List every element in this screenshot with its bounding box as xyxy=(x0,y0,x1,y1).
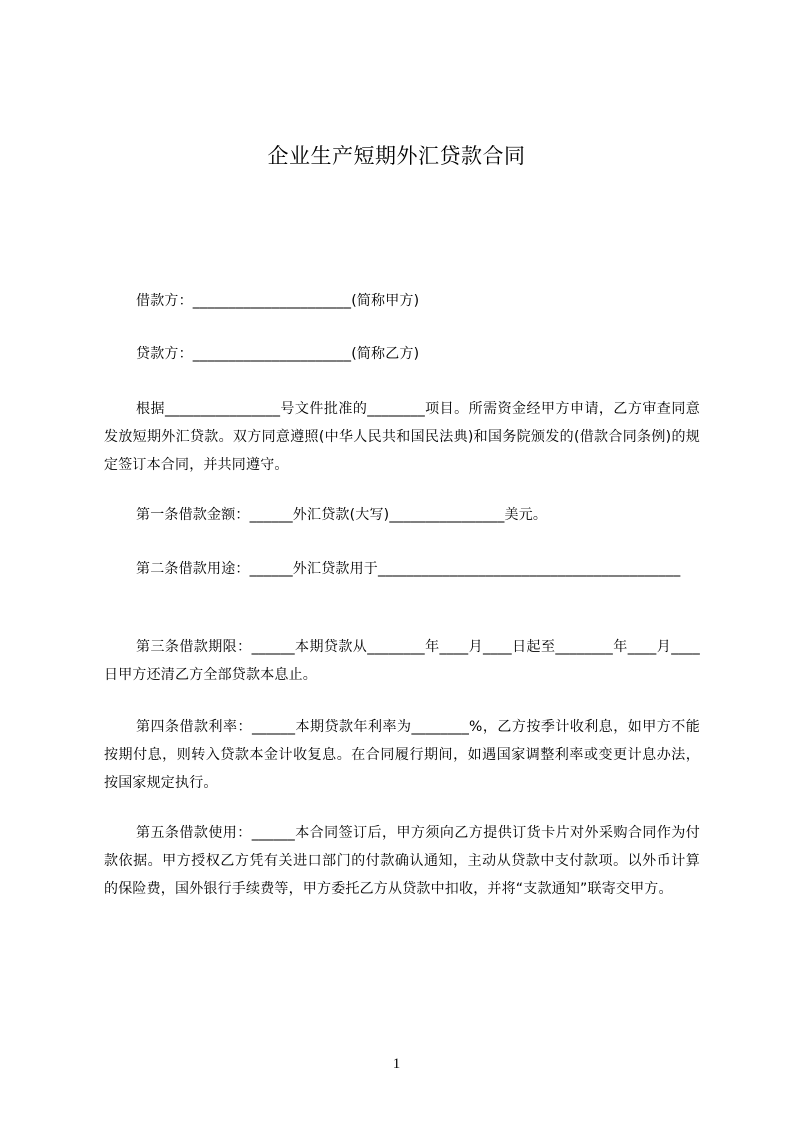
article-1-amount: 第一条借款金额：______外汇贷款(大写)________________美元。 xyxy=(136,507,548,523)
page-number: 1 xyxy=(392,1056,401,1072)
lender-line: 贷款方：______________________(简称乙方) xyxy=(136,346,420,362)
borrower-line: 借款方：______________________(简称甲方) xyxy=(136,293,420,309)
article-4-interest: 第四条借款利率：______本期贷款年利率为________%，乙方按季计收利息，如甲方不能按期付息，则转入贷款本金计收复息。在合同履行期间，如遇国家调整利率或变更计息办法，按国家规定执行。 xyxy=(104,719,700,791)
article-3-term: 第三条借款期限：______本期贷款从________年____月____日起至________年____月____日甲方还清乙方全部贷款本息止。 xyxy=(104,639,700,683)
document-title: 企业生产短期外汇贷款合同 xyxy=(267,144,526,168)
article-5-usage: 第五条借款使用：______本合同签订后，甲方须向乙方提供订货卡片对外采购合同作为付款依据。甲方授权乙方凭有关进口部门的付款确认通知，主动从贷款中支付款项。以外币计算的保险费，国外银行手续费等，甲方委托乙方从贷款中扣收，并将“支款通知”联寄交甲方。 xyxy=(104,825,700,897)
preamble-paragraph: 根据________________号文件批准的________项目。所需资金经甲方申请，乙方审查同意发放短期外汇贷款。双方同意遵照(中华人民共和国民法典)和国务院颁发的(借款合同条例)的规定签订本合同，并共同遵守。 xyxy=(104,401,700,473)
article-2-purpose: 第二条借款用途：______外汇贷款用于__________________________________________ xyxy=(136,561,681,577)
